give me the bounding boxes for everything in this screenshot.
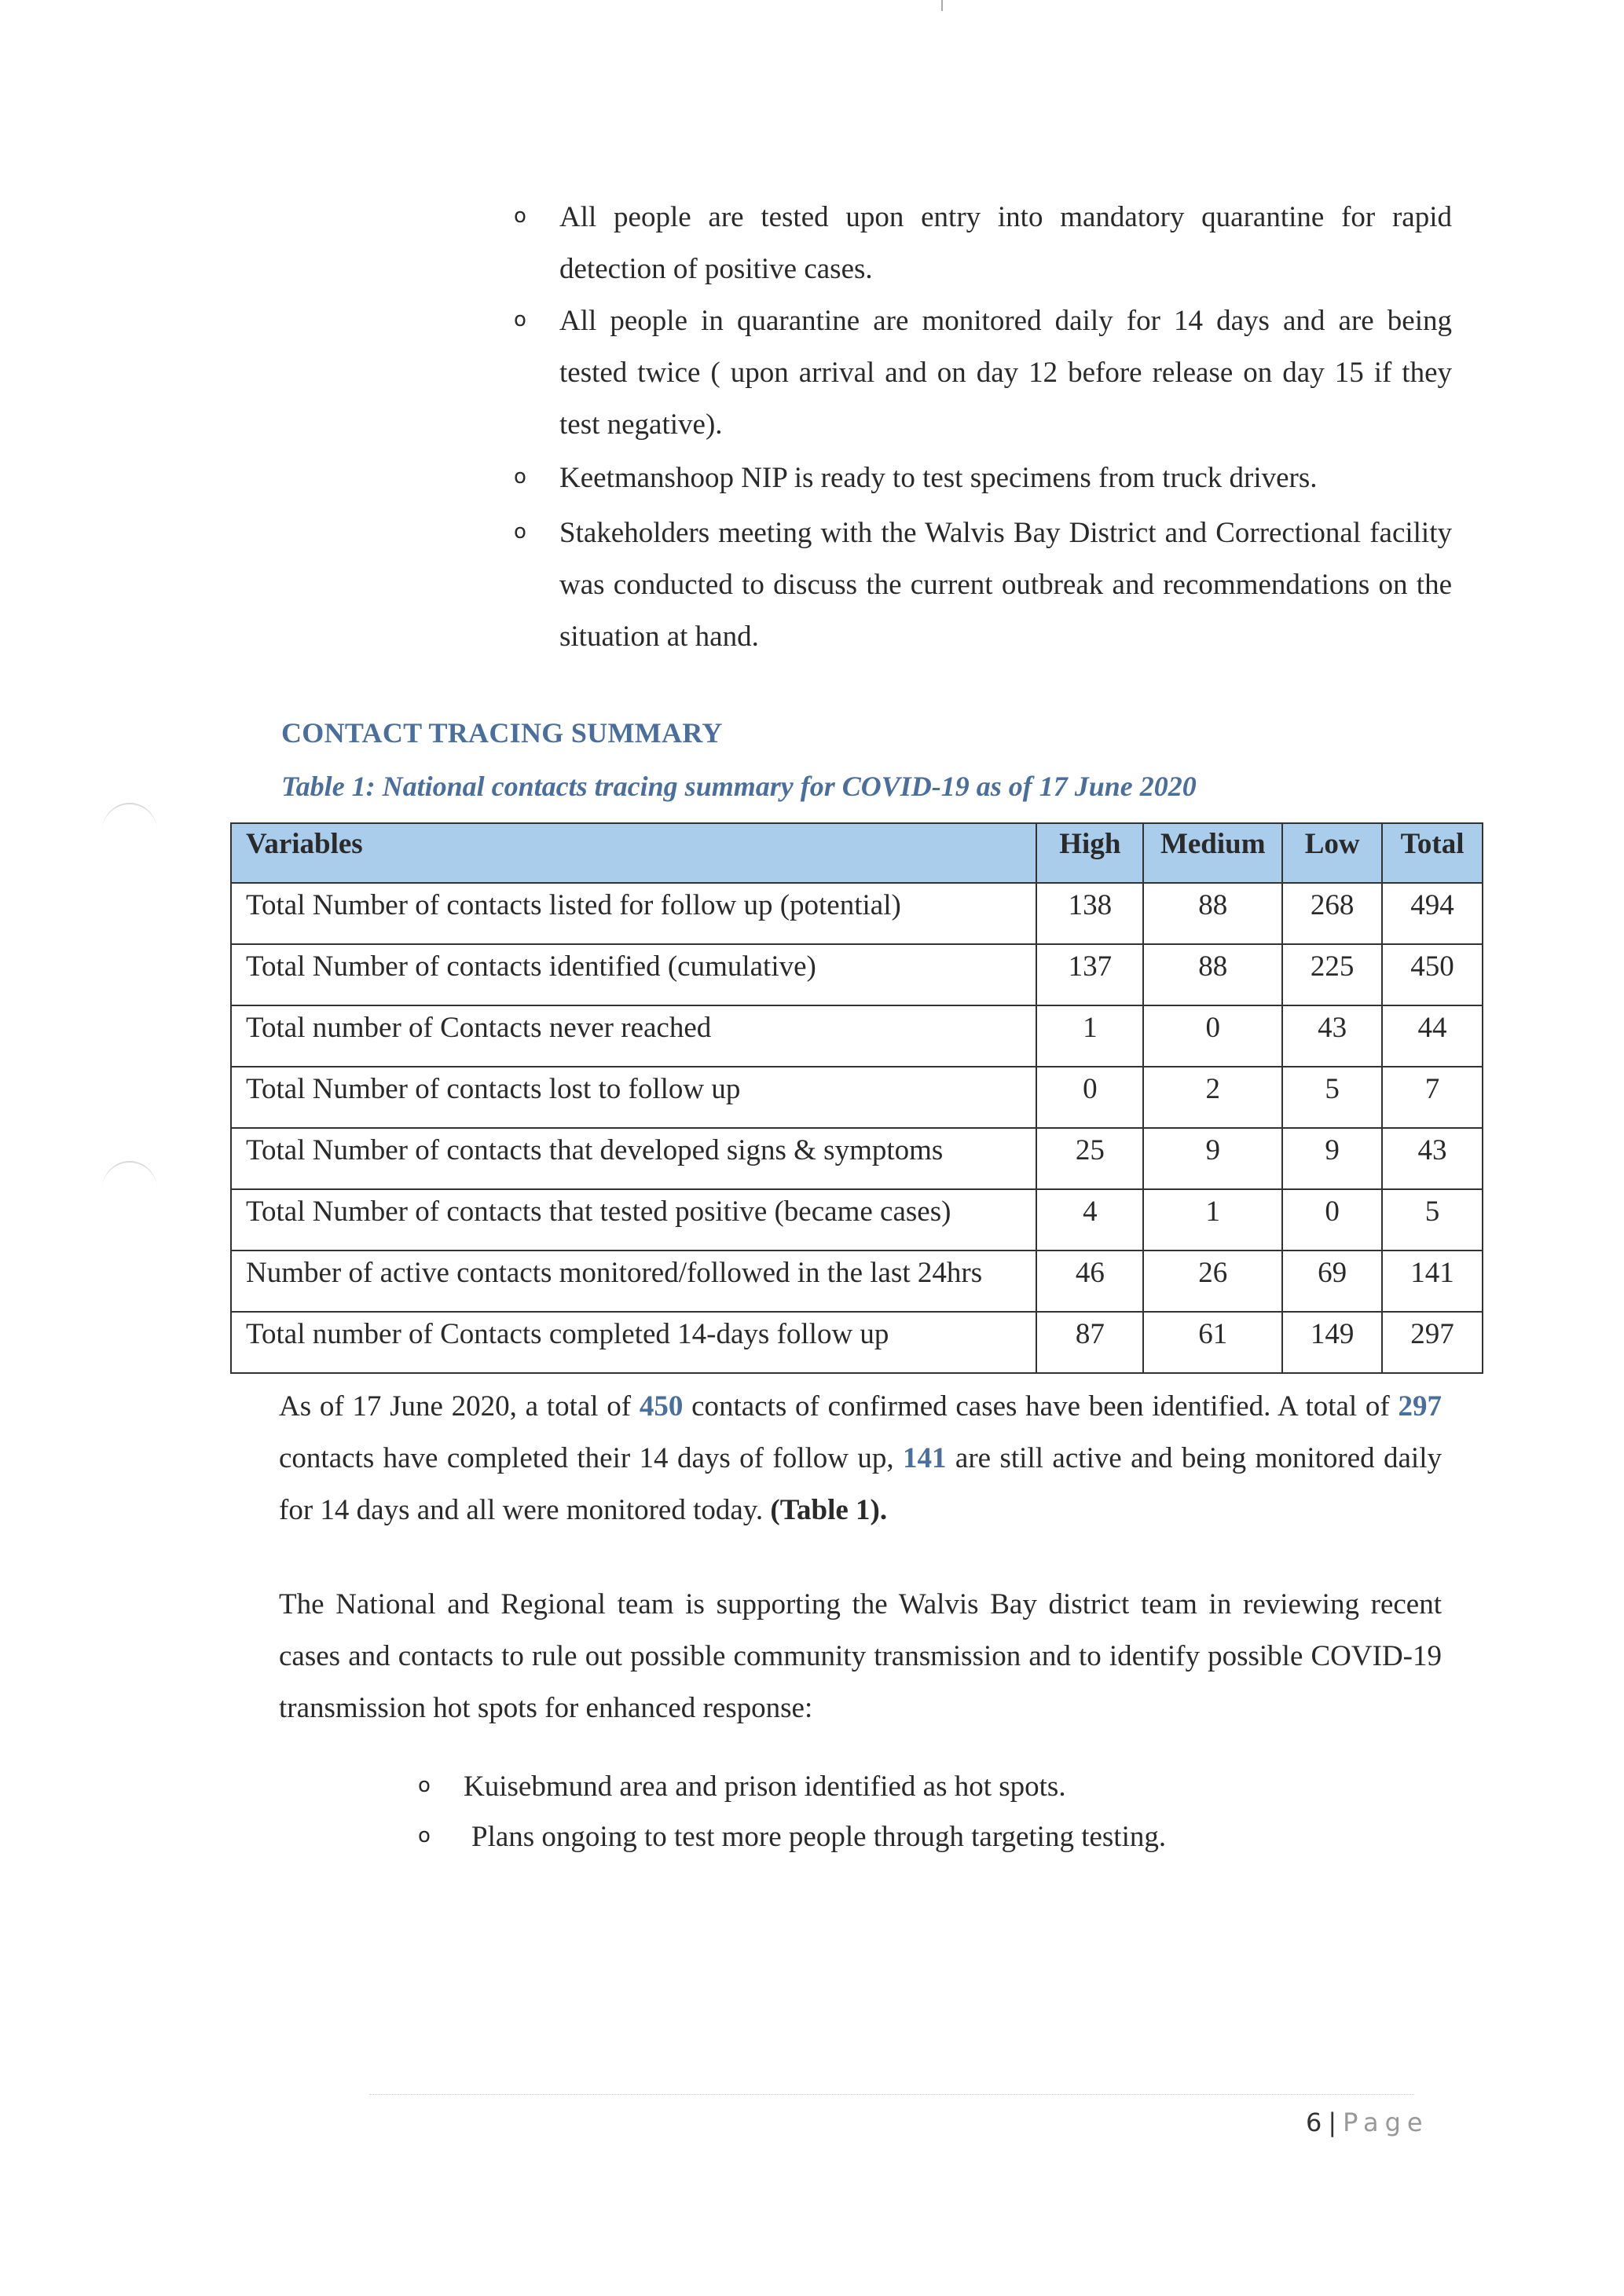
footer-divider (369, 2094, 1414, 2095)
bullet-circle-icon: o (418, 1774, 431, 1797)
bullet-text: Keetmanshoop NIP is ready to test specimens from truck drivers. (559, 462, 1318, 494)
punch-hole-mark (102, 1161, 157, 1218)
bullet-text: All people are tested upon entry into mandatory quarantine for rapid detection of positive cases. (559, 201, 1452, 285)
bullet-circle-icon: o (514, 204, 526, 228)
punch-hole-mark (102, 803, 157, 859)
row-label: Total Number of contacts listed for follow up (potential) (231, 883, 1036, 944)
section-heading: CONTACT TRACING SUMMARY (281, 717, 723, 749)
cell-low: 225 (1282, 944, 1382, 1005)
cell-high: 0 (1036, 1067, 1143, 1128)
table-row (231, 1189, 1483, 1251)
table-row (231, 1067, 1483, 1128)
top-bullet-list (514, 192, 1452, 663)
list-item (514, 192, 1452, 295)
cell-high: 137 (1036, 944, 1143, 1005)
bullet-text: Plans ongoing to test more people through targeting testing. (471, 1821, 1167, 1853)
cell-total: 43 (1382, 1128, 1483, 1189)
cell-medium: 26 (1143, 1251, 1282, 1312)
summary-text: As of 17 June 2020, a total of (279, 1390, 640, 1423)
bullet-text: Kuisebmund area and prison identified as hot spots. (464, 1771, 1066, 1803)
summary-end: . (879, 1494, 888, 1526)
summary-text: are still active and being monitored daily for 14 days and all were monitored today. (279, 1442, 1442, 1526)
cell-low: 149 (1282, 1312, 1382, 1373)
cell-total: 5 (1382, 1189, 1483, 1251)
cell-low: 5 (1282, 1067, 1382, 1128)
cell-low: 9 (1282, 1128, 1382, 1189)
table-row (231, 1312, 1483, 1373)
table-caption: Table 1: National contacts tracing summary for COVID-19 as of 17 June 2020 (281, 771, 1197, 802)
row-label: Total Number of contacts that developed signs & symptoms (231, 1128, 1036, 1189)
table-row (231, 1128, 1483, 1189)
highlight-active: 141 (903, 1442, 947, 1474)
column-header-variables: Variables (231, 823, 1036, 883)
cell-low: 69 (1282, 1251, 1382, 1312)
row-label: Total Number of contacts that tested positive (became cases) (231, 1189, 1036, 1251)
cell-low: 0 (1282, 1189, 1382, 1251)
row-label: Total number of Contacts completed 14-days follow up (231, 1312, 1036, 1373)
cell-high: 4 (1036, 1189, 1143, 1251)
page-number-value: 6 (1306, 2107, 1322, 2137)
bottom-bullet-list (418, 1761, 1406, 1863)
list-item (418, 1761, 1406, 1811)
table-header-row (231, 823, 1483, 883)
bullet-text: All people in quarantine are monitored daily for 14 days and are being tested twice ( upon arrival and on day 12 before release on day 15 if they test negative). (559, 305, 1452, 441)
column-header-low: Low (1282, 823, 1382, 883)
cell-high: 87 (1036, 1312, 1143, 1373)
table-row (231, 883, 1483, 944)
column-header-total: Total (1382, 823, 1483, 883)
summary-text: contacts of confirmed cases have been identified. A total of (683, 1390, 1399, 1423)
highlight-completed: 297 (1398, 1390, 1442, 1423)
cell-total: 7 (1382, 1067, 1483, 1128)
column-header-high: High (1036, 823, 1143, 883)
summary-paragraph (279, 1381, 1442, 1536)
row-label: Total Number of contacts lost to follow up (231, 1067, 1036, 1128)
table-reference: (Table 1) (770, 1494, 880, 1526)
cell-total: 141 (1382, 1251, 1483, 1312)
summary-text: contacts have completed their 14 days of follow up, (279, 1442, 904, 1474)
bullet-circle-icon: o (514, 465, 526, 489)
cell-medium: 2 (1143, 1067, 1282, 1128)
table-row (231, 1251, 1483, 1312)
cell-total: 450 (1382, 944, 1483, 1005)
list-item (514, 452, 1452, 507)
page-number (1306, 2107, 1429, 2137)
row-label: Total number of Contacts never reached (231, 1005, 1036, 1067)
row-label: Total Number of contacts identified (cumulative) (231, 944, 1036, 1005)
column-header-medium: Medium (1143, 823, 1282, 883)
page-separator: | (1328, 2107, 1337, 2137)
cell-total: 297 (1382, 1312, 1483, 1373)
bullet-circle-icon: o (514, 308, 526, 331)
page-label: Page (1343, 2107, 1429, 2137)
cell-low: 268 (1282, 883, 1382, 944)
contact-tracing-table (230, 822, 1483, 1374)
list-item (418, 1811, 1406, 1863)
cell-medium: 88 (1143, 944, 1282, 1005)
cell-high: 46 (1036, 1251, 1143, 1312)
list-item (514, 507, 1452, 663)
bullet-text: Stakeholders meeting with the Walvis Bay District and Correctional facility was conducted to discuss the current outbreak and recommendations on the situation at hand. (559, 517, 1452, 653)
list-item (514, 295, 1452, 452)
bullet-circle-icon: o (514, 520, 526, 544)
scan-mark (941, 0, 943, 11)
bullet-circle-icon: o (418, 1824, 431, 1847)
cell-high: 138 (1036, 883, 1143, 944)
cell-medium: 1 (1143, 1189, 1282, 1251)
cell-high: 1 (1036, 1005, 1143, 1067)
cell-medium: 9 (1143, 1128, 1282, 1189)
cell-low: 43 (1282, 1005, 1382, 1067)
cell-total: 44 (1382, 1005, 1483, 1067)
highlight-identified: 450 (639, 1390, 684, 1423)
cell-high: 25 (1036, 1128, 1143, 1189)
cell-medium: 0 (1143, 1005, 1282, 1067)
support-paragraph: The National and Regional team is supporting the Walvis Bay district team in reviewing recent cases and contacts to rule out possible community transmission and to identify possible COVID-19 transmission hot spots for enhanced response: (279, 1588, 1442, 1724)
cell-total: 494 (1382, 883, 1483, 944)
table-row (231, 944, 1483, 1005)
cell-medium: 88 (1143, 883, 1282, 944)
table-row (231, 1005, 1483, 1067)
row-label: Number of active contacts monitored/followed in the last 24hrs (231, 1251, 1036, 1312)
cell-medium: 61 (1143, 1312, 1282, 1373)
